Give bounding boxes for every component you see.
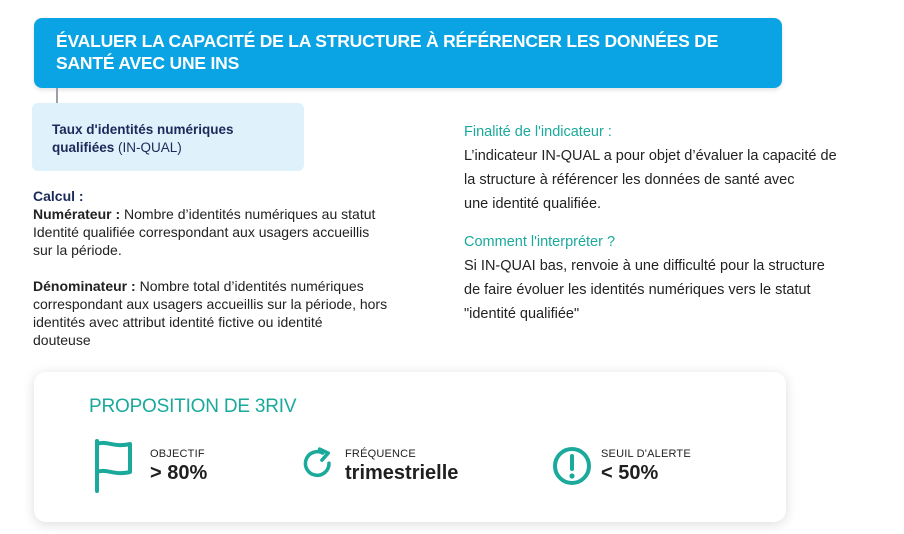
denominator-label: Dénominateur : bbox=[33, 278, 136, 294]
finalite-line3: une identité qualifiée. bbox=[464, 196, 602, 212]
calcul-title: Calcul : bbox=[33, 188, 84, 204]
seuil-value: < 50% bbox=[601, 462, 659, 484]
objectif-label: OBJECTIF bbox=[150, 448, 205, 460]
objectif-value: > 80% bbox=[150, 462, 208, 484]
flag-icon bbox=[92, 438, 136, 494]
calcul-section bbox=[33, 187, 443, 349]
numerator-text-2: Identité qualifiée correspondant aux usagers accueillis bbox=[33, 224, 370, 240]
denominator-text-4: douteuse bbox=[33, 332, 91, 348]
numerator-text-3: sur la période. bbox=[33, 242, 122, 258]
interpretation-body bbox=[464, 254, 884, 326]
frequence-value: trimestrielle bbox=[345, 462, 459, 484]
proposition-card bbox=[34, 372, 786, 522]
indicator-name-box bbox=[32, 103, 304, 171]
frequence-label: FRÉQUENCE bbox=[345, 448, 416, 460]
header-title-line2: SANTÉ AVEC UNE INS bbox=[56, 53, 240, 73]
refresh-icon bbox=[296, 446, 340, 490]
metric-frequence bbox=[296, 438, 516, 494]
indicator-name-line1: Taux d'identités numériques bbox=[52, 122, 234, 137]
section-header-banner bbox=[34, 18, 782, 88]
finalite-body bbox=[464, 144, 884, 216]
proposition-title: PROPOSITION DE 3RIV bbox=[89, 396, 297, 417]
finalite-title: Finalité de l'indicateur : bbox=[464, 124, 612, 140]
denominator-text-1: Nombre total d’identités numériques bbox=[135, 278, 364, 294]
alert-circle-icon bbox=[552, 438, 596, 494]
finalite-line2: la structure à référencer les données de santé avec bbox=[464, 172, 795, 188]
right-column bbox=[464, 120, 884, 340]
interpretation-line2: de faire évoluer les identités numériques vers le statut bbox=[464, 282, 811, 298]
numerator-paragraph bbox=[33, 205, 443, 259]
indicator-code: (IN-QUAL) bbox=[118, 140, 182, 155]
interpretation-line1: Si IN-QUAI bas, renvoie à une difficulté pour la structure bbox=[464, 258, 825, 274]
seuil-label: SEUIL D'ALERTE bbox=[601, 448, 691, 460]
connector-line bbox=[56, 88, 58, 104]
interpretation-line3: "identité qualifiée" bbox=[464, 306, 580, 322]
numerator-label: Numérateur : bbox=[33, 206, 121, 222]
denominator-text-2: correspondant aux usagers accueillis sur la période, hors bbox=[33, 296, 388, 312]
denominator-paragraph bbox=[33, 277, 443, 349]
header-title-line1: ÉVALUER LA CAPACITÉ DE LA STRUCTURE À RÉFÉRENCER LES DONNÉES DE bbox=[56, 31, 719, 51]
metric-objectif bbox=[92, 438, 292, 494]
finalite-line1: L’indicateur IN-QUAL a pour objet d’évaluer la capacité de bbox=[464, 148, 837, 164]
denominator-text-3: identités avec attribut identité fictive ou identité bbox=[33, 314, 323, 330]
indicator-name-line2: qualifiées bbox=[52, 140, 115, 155]
metric-seuil bbox=[552, 438, 752, 494]
interpretation-title: Comment l'interpréter ? bbox=[464, 234, 616, 250]
numerator-text-1: Nombre d’identités numériques au statut bbox=[120, 206, 376, 222]
